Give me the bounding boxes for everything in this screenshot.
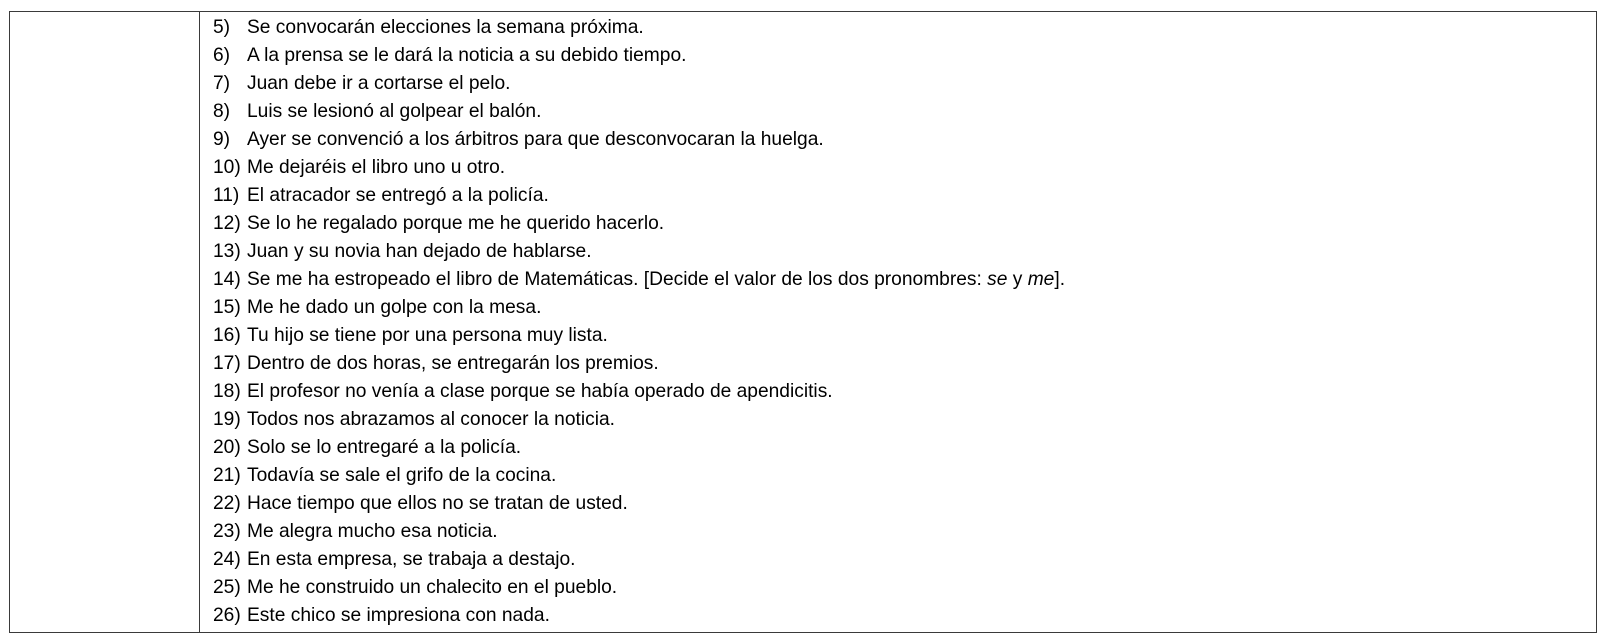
item-number: 9) <box>213 129 231 150</box>
item-text: En esta empresa, se trabaja a destajo. <box>247 549 576 570</box>
item-number: 25) <box>213 577 241 598</box>
item-text: El atracador se entregó a la policía. <box>247 185 549 206</box>
item-text-part: y <box>1007 269 1028 290</box>
item-number: 11) <box>213 185 240 206</box>
list-item <box>200 294 1596 322</box>
item-text: Juan y su novia han dejado de hablarse. <box>247 241 592 262</box>
item-text: Ayer se convenció a los árbitros para que desconvocaran la huelga. <box>247 129 824 150</box>
item-text: Me he construido un chalecito en el pueblo. <box>247 577 618 598</box>
item-text: Solo se lo entregaré a la policía. <box>247 437 522 458</box>
list-item <box>200 350 1596 378</box>
item-text: Se convocarán elecciones la semana próxima. <box>247 17 644 38</box>
list-item <box>200 266 1596 294</box>
item-text: Me alegra mucho esa noticia. <box>247 521 498 542</box>
item-number: 13) <box>213 241 241 262</box>
item-text: Todavía se sale el grifo de la cocina. <box>247 465 557 486</box>
list-item <box>200 238 1596 266</box>
list-item <box>200 546 1596 574</box>
item-number: 16) <box>213 325 241 346</box>
item-number: 18) <box>213 381 241 402</box>
list-item <box>200 42 1596 70</box>
list-item <box>200 14 1596 42</box>
list-item <box>200 574 1596 602</box>
pronoun-me: me <box>1027 269 1055 290</box>
list-item <box>200 322 1596 350</box>
item-text: El profesor no venía a clase porque se había operado de apendicitis. <box>247 381 833 402</box>
item-number: 12) <box>213 213 241 234</box>
table-left-cell <box>10 12 200 632</box>
item-text: Dentro de dos horas, se entregarán los premios. <box>247 353 659 374</box>
item-text: A la prensa se le dará la noticia a su debido tiempo. <box>247 45 687 66</box>
item-text-part: ]. <box>1054 269 1066 290</box>
item-number: 19) <box>213 409 241 430</box>
item-text: Juan debe ir a cortarse el pelo. <box>247 73 511 94</box>
list-item <box>200 378 1596 406</box>
list-item <box>200 210 1596 238</box>
item-number: 7) <box>213 73 231 94</box>
list-item <box>200 98 1596 126</box>
item-text: Me dejaréis el libro uno u otro. <box>247 157 506 178</box>
item-number: 20) <box>213 437 241 458</box>
item-number: 17) <box>213 353 241 374</box>
item-text <box>247 266 1596 294</box>
pronoun-se: se <box>987 269 1008 290</box>
item-text: Me he dado un golpe con la mesa. <box>247 297 542 318</box>
table-right-cell <box>200 12 1596 632</box>
list-item <box>200 406 1596 434</box>
item-text: Se lo he regalado porque me he querido hacerlo. <box>247 213 665 234</box>
item-number: 6) <box>213 45 231 66</box>
item-number: 8) <box>213 101 231 122</box>
list-item <box>200 154 1596 182</box>
item-text-part: Se me ha estropeado el libro de Matemáticas. [Decide el valor de los dos pronombres: <box>247 269 988 290</box>
sentence-list <box>200 14 1596 630</box>
item-number: 14) <box>213 269 241 290</box>
list-item <box>200 70 1596 98</box>
list-item <box>200 126 1596 154</box>
item-number: 5) <box>213 17 231 38</box>
item-text: Este chico se impresiona con nada. <box>247 605 550 626</box>
item-text: Luis se lesionó al golpear el balón. <box>247 101 542 122</box>
item-number: 21) <box>213 465 241 486</box>
item-number: 10) <box>213 157 241 178</box>
list-item <box>200 490 1596 518</box>
item-number: 15) <box>213 297 241 318</box>
exercise-table <box>9 11 1597 633</box>
item-number: 23) <box>213 521 241 542</box>
item-text: Hace tiempo que ellos no se tratan de usted. <box>247 493 628 514</box>
item-number: 24) <box>213 549 241 570</box>
item-number: 26) <box>213 605 241 626</box>
list-item <box>200 602 1596 630</box>
item-text: Tu hijo se tiene por una persona muy lista. <box>247 325 608 346</box>
list-item <box>200 434 1596 462</box>
item-number: 22) <box>213 493 241 514</box>
list-item <box>200 182 1596 210</box>
item-text: Todos nos abrazamos al conocer la noticia. <box>247 409 615 430</box>
list-item <box>200 462 1596 490</box>
list-item <box>200 518 1596 546</box>
